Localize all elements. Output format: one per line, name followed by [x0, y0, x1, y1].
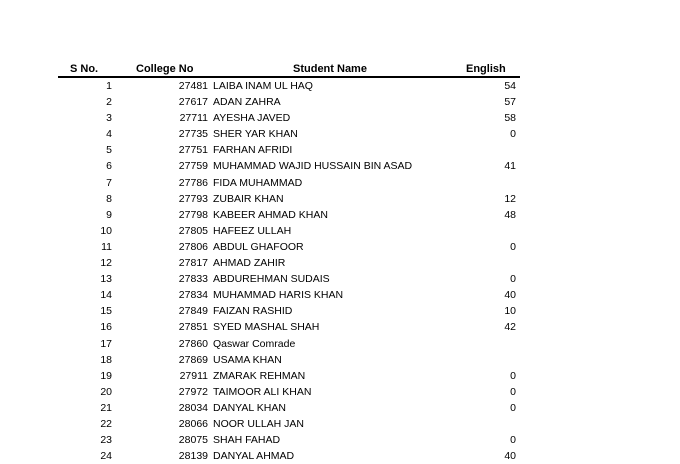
cell-english: 48	[504, 208, 516, 221]
cell-student-name: TAIMOOR ALI KHAN	[213, 385, 312, 398]
cell-student-name: SYED MASHAL SHAH	[213, 321, 320, 334]
cell-english: 0	[510, 369, 516, 382]
cell-english: 10	[504, 305, 516, 318]
cell-student-name: USAMA KHAN	[213, 353, 282, 366]
cell-student-name: AHMAD ZAHIR	[213, 257, 286, 270]
cell-college-no: 27793	[178, 192, 208, 205]
cell-college-no: 27972	[178, 385, 208, 398]
cell-sno: 2	[106, 96, 112, 109]
cell-sno: 5	[106, 144, 112, 157]
table-row	[58, 175, 520, 191]
cell-sno: 10	[100, 224, 112, 237]
cell-college-no: 28034	[178, 401, 208, 414]
table-row	[58, 191, 520, 207]
cell-sno: 6	[106, 160, 112, 173]
cell-student-name: HAFEEZ ULLAH	[213, 224, 292, 237]
table-row	[58, 78, 520, 94]
cell-sno: 24	[100, 450, 112, 463]
cell-student-name: DANYAL AHMAD	[213, 450, 295, 463]
table-row	[58, 94, 520, 110]
cell-sno: 15	[100, 305, 112, 318]
table-row	[58, 448, 520, 464]
cell-college-no: 27834	[178, 289, 208, 302]
cell-student-name: FIDA MUHAMMAD	[213, 176, 303, 189]
table-row	[58, 368, 520, 384]
cell-sno: 7	[106, 176, 112, 189]
cell-english: 0	[510, 385, 516, 398]
cell-english: 42	[504, 321, 516, 334]
table-row	[58, 142, 520, 158]
cell-college-no: 27806	[178, 240, 208, 253]
cell-sno: 13	[100, 273, 112, 286]
cell-student-name: AYESHA JAVED	[213, 112, 291, 125]
cell-college-no: 27759	[178, 160, 208, 173]
table-row	[58, 287, 520, 303]
cell-student-name: ADAN ZAHRA	[213, 96, 281, 109]
cell-student-name: DANYAL KHAN	[213, 401, 286, 414]
cell-sno: 1	[106, 80, 112, 92]
table-body	[58, 78, 520, 464]
cell-college-no: 28075	[178, 434, 208, 447]
cell-student-name: FARHAN AFRIDI	[213, 144, 293, 157]
table-row	[58, 384, 520, 400]
cell-college-no: 27617	[178, 96, 208, 109]
cell-sno: 4	[106, 128, 112, 141]
cell-sno: 17	[100, 337, 112, 350]
cell-sno: 19	[100, 369, 112, 382]
cell-sno: 23	[100, 434, 112, 447]
cell-english: 12	[504, 192, 516, 205]
cell-english: 0	[510, 401, 516, 414]
cell-english: 0	[510, 273, 516, 286]
cell-student-name: MUHAMMAD WAJID HUSSAIN BIN ASAD	[213, 160, 413, 173]
cell-sno: 11	[101, 240, 112, 253]
cell-sno: 9	[106, 208, 112, 221]
cell-college-no: 27849	[178, 305, 208, 318]
cell-sno: 18	[100, 353, 112, 366]
cell-college-no: 27817	[178, 257, 208, 270]
cell-college-no: 27786	[178, 176, 208, 189]
cell-student-name: ZMARAK REHMAN	[213, 369, 306, 382]
table-row	[58, 336, 520, 352]
table-row	[58, 255, 520, 271]
cell-student-name: ZUBAIR KHAN	[213, 192, 284, 205]
cell-student-name: KABEER AHMAD KHAN	[213, 208, 328, 221]
header-student-name: Student Name	[293, 63, 367, 75]
cell-sno: 14	[100, 289, 112, 302]
table-row	[58, 303, 520, 319]
cell-english: 0	[510, 434, 516, 447]
cell-college-no: 27833	[178, 273, 208, 286]
table-row	[58, 432, 520, 448]
table-row	[58, 223, 520, 239]
cell-student-name: SHER YAR KHAN	[213, 128, 298, 141]
cell-sno: 3	[106, 112, 112, 125]
cell-college-no: 27481	[178, 80, 208, 92]
cell-english: 54	[504, 80, 516, 92]
table-row	[58, 400, 520, 416]
cell-college-no: 27860	[178, 337, 208, 350]
cell-student-name: FAIZAN RASHID	[213, 305, 293, 318]
cell-sno: 16	[100, 321, 112, 334]
cell-college-no: 27798	[178, 208, 208, 221]
cell-english: 0	[510, 128, 516, 141]
cell-college-no: 27851	[178, 321, 208, 334]
cell-student-name: NOOR ULLAH JAN	[213, 417, 305, 430]
cell-english: 57	[504, 96, 516, 109]
cell-english: 40	[504, 289, 516, 302]
cell-student-name: MUHAMMAD HARIS KHAN	[213, 289, 344, 302]
cell-college-no: 27751	[178, 144, 208, 157]
header-english: English	[466, 63, 506, 75]
cell-college-no: 27869	[178, 353, 208, 366]
table-row	[58, 239, 520, 255]
cell-college-no: 27805	[178, 224, 208, 237]
cell-sno: 20	[100, 385, 112, 398]
cell-sno: 8	[106, 192, 112, 205]
table-row	[58, 110, 520, 126]
table-row	[58, 271, 520, 287]
cell-english: 41	[504, 160, 516, 173]
table-row	[58, 158, 520, 174]
cell-college-no: 27911	[179, 369, 208, 382]
cell-college-no: 28066	[178, 417, 208, 430]
table-row	[58, 416, 520, 432]
header-college-no: College No	[136, 63, 194, 75]
table-row	[58, 319, 520, 335]
cell-english: 58	[504, 112, 516, 125]
cell-english: 40	[504, 450, 516, 463]
cell-student-name: SHAH FAHAD	[213, 434, 281, 447]
cell-sno: 22	[100, 417, 112, 430]
cell-student-name: ABDUREHMAN SUDAIS	[213, 273, 330, 286]
table-header	[58, 62, 520, 78]
cell-student-name: ABDUL GHAFOOR	[213, 240, 304, 253]
table-row	[58, 126, 520, 142]
cell-student-name: LAIBA INAM UL HAQ	[213, 80, 313, 92]
header-sno: S No.	[70, 63, 99, 75]
cell-sno: 12	[100, 257, 112, 270]
cell-college-no: 28139	[178, 450, 208, 463]
cell-student-name: Qaswar Comrade	[213, 337, 296, 350]
cell-english: 0	[510, 240, 516, 253]
cell-sno: 21	[100, 401, 112, 414]
table-row	[58, 207, 520, 223]
cell-college-no: 27735	[178, 128, 208, 141]
table-row	[58, 352, 520, 368]
cell-college-no: 27711	[179, 112, 208, 125]
